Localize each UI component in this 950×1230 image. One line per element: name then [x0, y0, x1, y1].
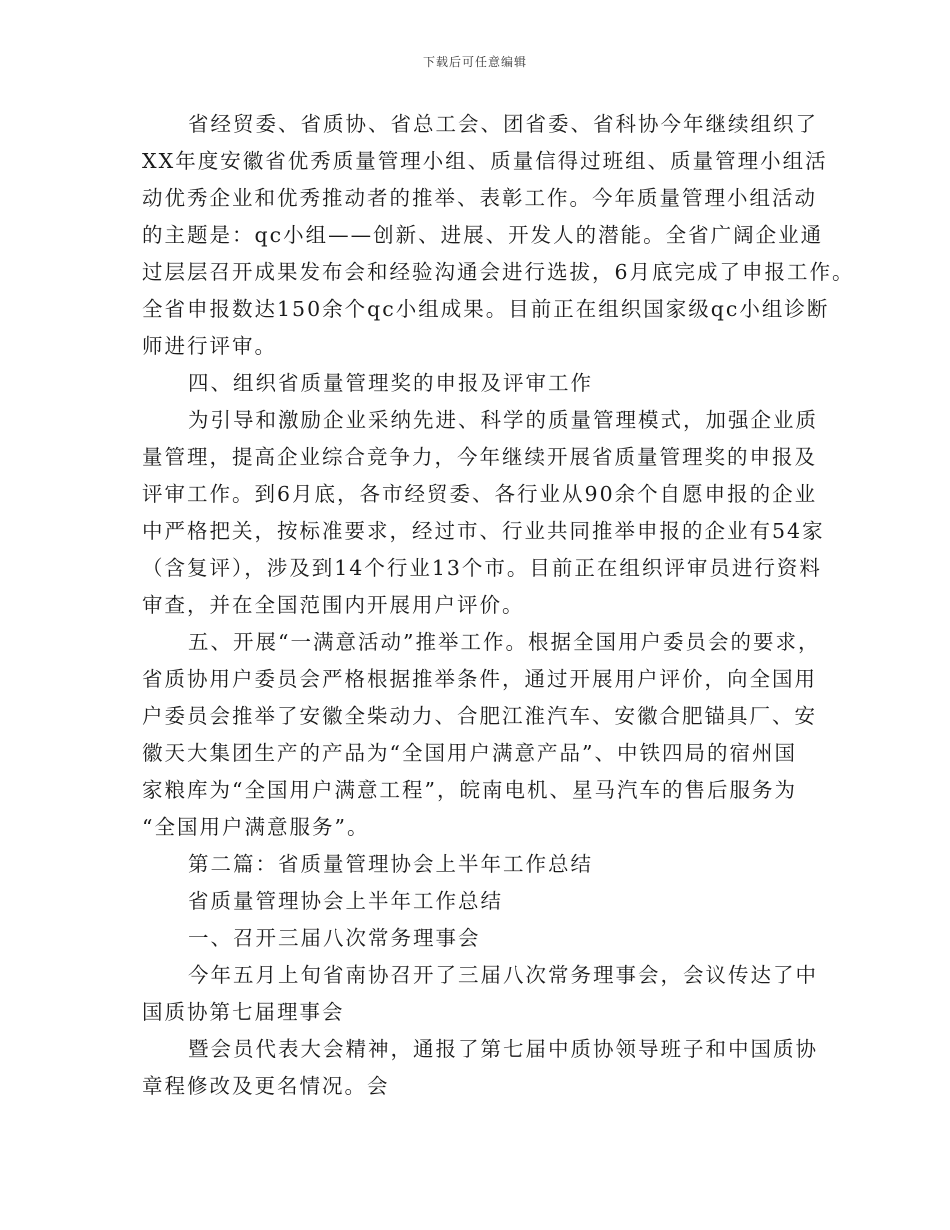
- text-line: 中严格把关，按标准要求，经过市、行业共同推举申报的企业有54家: [142, 519, 825, 543]
- text-line: 今年五月上旬省南协召开了三届八次常务理事会，会议传达了中: [188, 963, 818, 987]
- text-line: 国质协第七届理事会: [142, 1000, 345, 1024]
- text-line: 过层层召开成果发布会和经验沟通会进行选拔，6月底完成了申报工作。: [142, 260, 855, 284]
- document-body: [142, 106, 855, 1105]
- text-line: 量管理，提高企业综合竞争力，今年继续开展省质量管理奖的申报及: [142, 445, 817, 469]
- text-line: 暨会员代表大会精神，通报了第七届中质协领导班子和中国质协: [188, 1037, 818, 1061]
- text-line: 一、召开三届八次常务理事会: [188, 926, 481, 950]
- text-line: 为引导和激励企业采纳先进、科学的质量管理模式，加强企业质: [188, 408, 818, 432]
- text-line: 省经贸委、省质协、省总工会、团省委、省科协今年继续组织了: [188, 112, 818, 136]
- text-line: 动优秀企业和优秀推动者的推举、表彰工作。今年质量管理小组活动: [142, 186, 817, 210]
- text-line: 省质协用户委员会严格根据推举条件，通过开展用户评价，向全国用: [142, 667, 817, 691]
- text-line: 省质量管理协会上半年工作总结: [188, 889, 503, 913]
- text-line: 四、组织省质量管理奖的申报及评审工作: [188, 371, 593, 395]
- text-line: 审查，并在全国范围内开展用户评价。: [142, 593, 525, 617]
- text-line: 全省申报数达150余个qc小组成果。目前正在组织国家级qc小组诊断: [142, 297, 830, 321]
- text-line: 章程修改及更名情况。会: [142, 1074, 390, 1098]
- text-line: 家粮库为“全国用户满意工程”，皖南电机、星马汽车的售后服务为: [142, 778, 797, 802]
- text-line: 的主题是：qc小组——创新、进展、开发人的潜能。全省广阔企业通: [142, 223, 824, 247]
- text-line: 师进行评审。: [142, 334, 277, 358]
- text-line: 户委员会推举了安徽全柴动力、合肥江淮汽车、安徽合肥锚具厂、安: [142, 704, 817, 728]
- text-line: 第二篇：省质量管理协会上半年工作总结: [188, 852, 593, 876]
- text-line: 评审工作。到6月底，各市经贸委、各行业从90余个自愿申报的企业: [142, 482, 818, 506]
- text-line: XX年度安徽省优秀质量管理小组、质量信得过班组、质量管理小组活: [142, 149, 828, 173]
- text-line: 五、开展“一满意活动”推举工作。根据全国用户委员会的要求，: [188, 630, 821, 654]
- text-line: “全国用户满意服务”。: [142, 815, 370, 839]
- text-line: （含复评），涉及到14个行业13个市。目前正在组织评审员进行资料: [142, 556, 822, 580]
- page-header: 下载后可任意编辑: [422, 55, 527, 69]
- text-line: 徽天大集团生产的产品为“全国用户满意产品”、中铁四局的宿州国: [142, 741, 797, 765]
